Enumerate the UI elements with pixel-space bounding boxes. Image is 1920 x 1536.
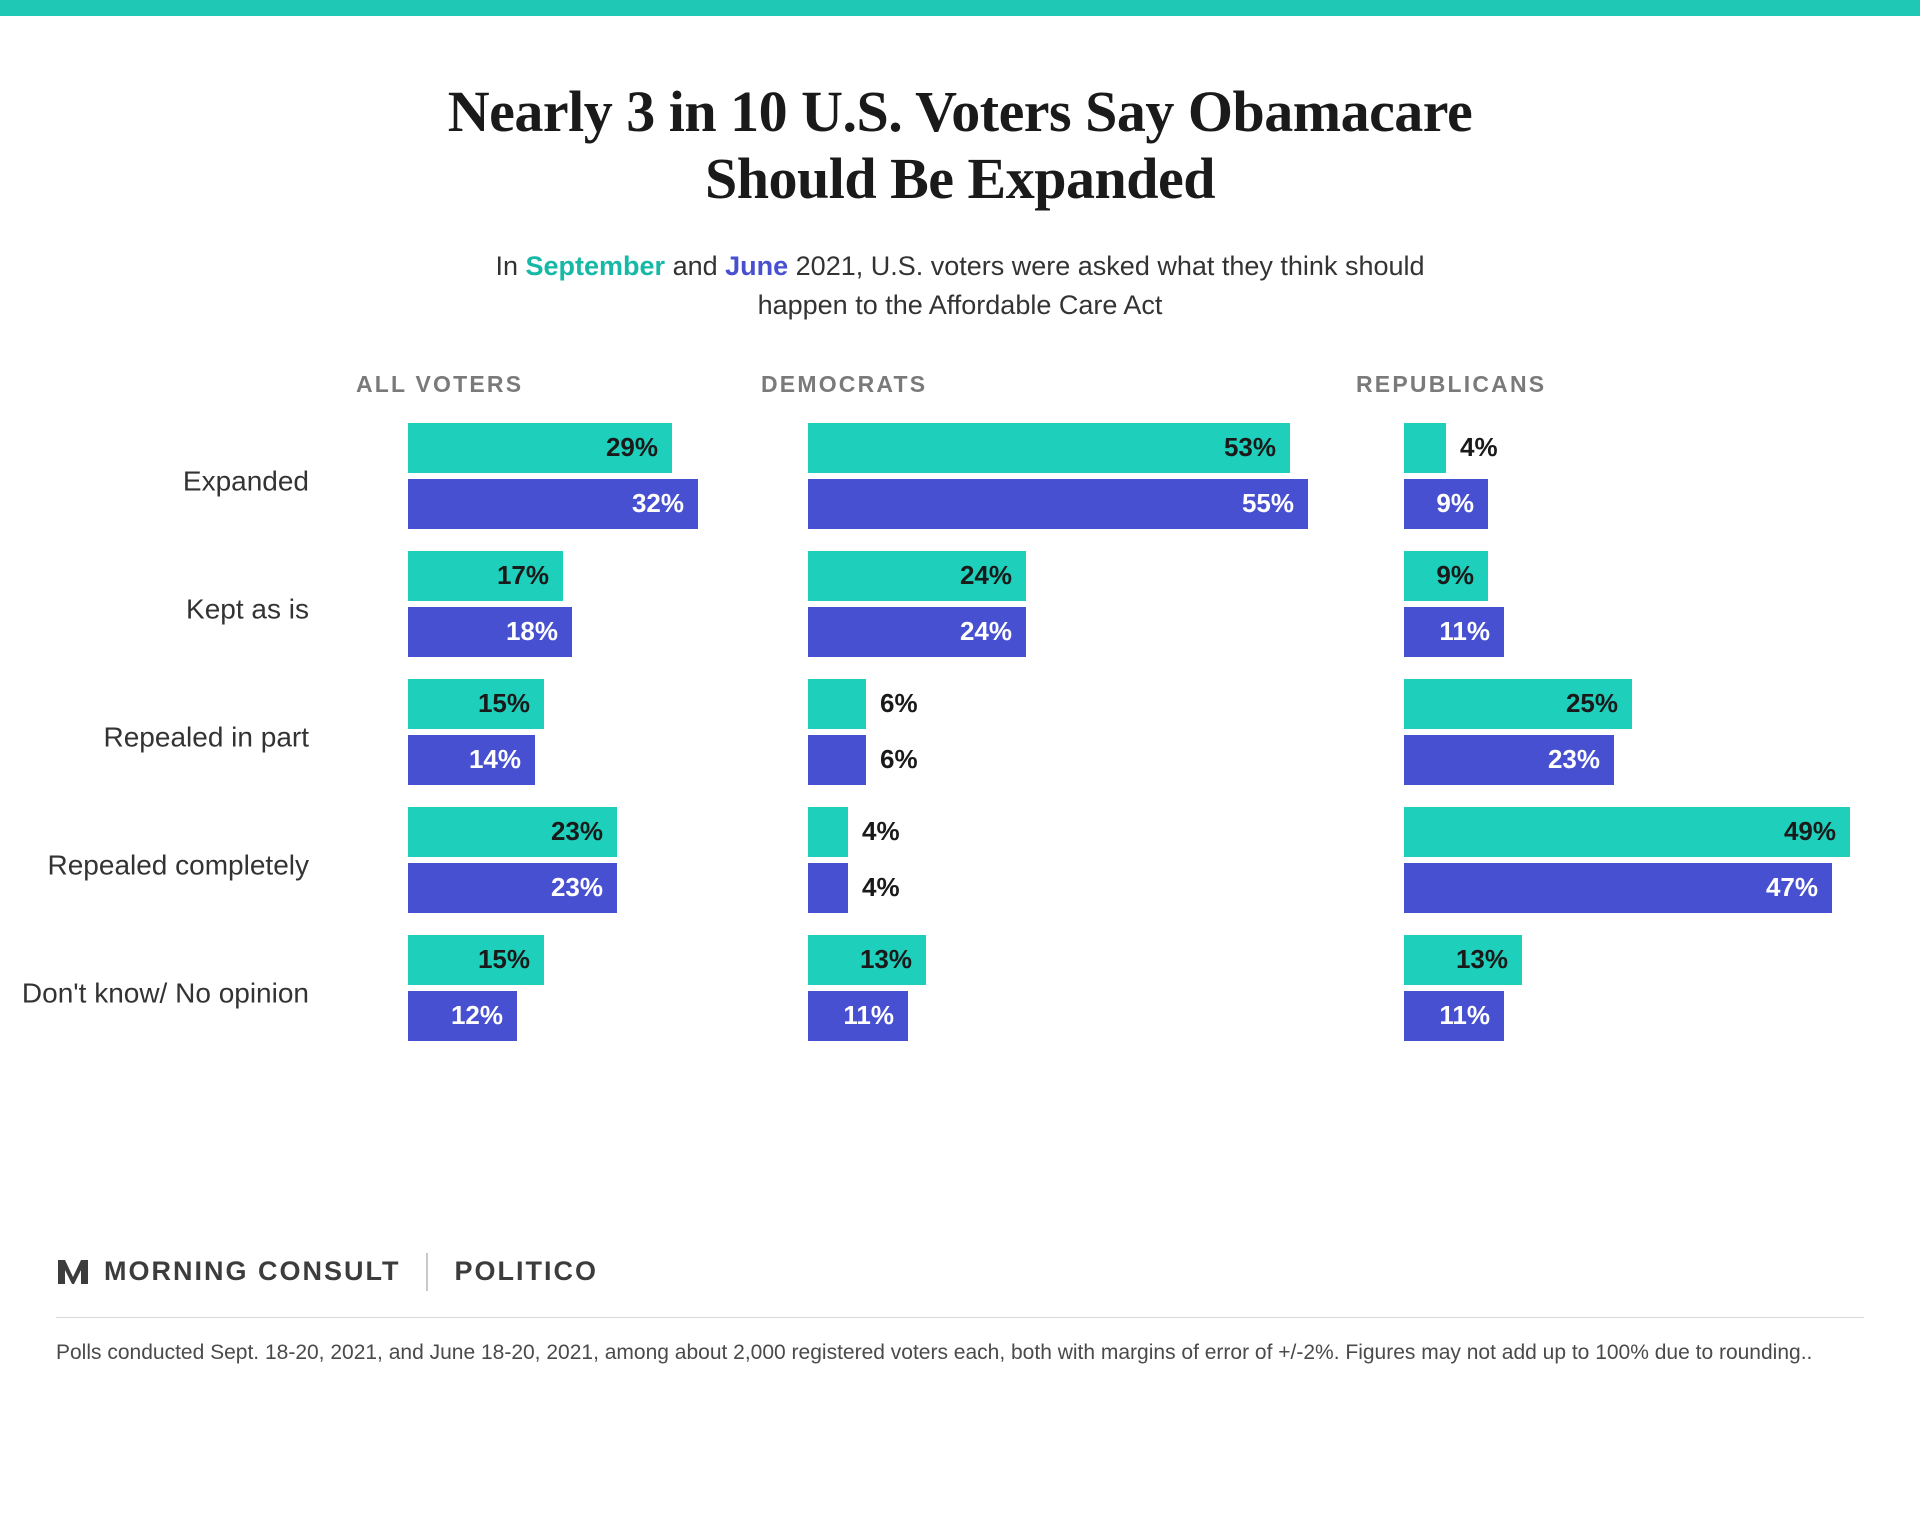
bar-republicans-june: [1404, 991, 1504, 1041]
bar-value: 9%: [1436, 488, 1474, 519]
group-header-democrats: DEMOCRATS: [761, 370, 928, 397]
bar-value: 53%: [1223, 432, 1276, 463]
bar-value: 13%: [859, 944, 912, 975]
bar-republicans-june: [1404, 607, 1504, 657]
bar-all-voters-june: [408, 607, 572, 657]
bar-value: 25%: [1565, 688, 1618, 719]
bar-value: 29%: [605, 432, 658, 463]
bar-all-voters-june: [408, 991, 517, 1041]
bar-democrats-june: [808, 479, 1308, 529]
bar-value: 6%: [880, 744, 918, 775]
bar-all-voters-september: [408, 935, 544, 985]
bar-value: 6%: [880, 688, 918, 719]
brand-row: [56, 1253, 1864, 1291]
bar-republicans-june: [1404, 863, 1832, 913]
bar-all-voters-june: [408, 863, 617, 913]
bar-value: 15%: [477, 944, 530, 975]
morning-consult-mark-icon: [56, 1257, 90, 1287]
bar-value: 49%: [1783, 816, 1836, 847]
table-row: [47, 801, 1864, 929]
bar-democrats-june: [808, 991, 908, 1041]
bar-chart: [21, 370, 1864, 1231]
bar-republicans-september: [1404, 679, 1632, 729]
bar-value: 24%: [959, 616, 1012, 647]
bar-value: 24%: [959, 560, 1012, 591]
page-subtitle: [450, 247, 1470, 325]
legend-june: June: [725, 250, 789, 281]
table-row: [21, 929, 1864, 1057]
bar-all-voters-june: [408, 479, 698, 529]
bar-value: 23%: [1547, 744, 1600, 775]
politico-wordmark: POLITICO: [454, 1256, 598, 1287]
bar-democrats-september: [808, 679, 918, 729]
bar-all-voters-september: [408, 551, 563, 601]
bar-value: 11%: [1439, 1000, 1490, 1031]
bar-republicans-september: [1404, 935, 1522, 985]
bar-value: 47%: [1765, 872, 1818, 903]
row-label-repealed-in-part: Repealed in part: [103, 721, 309, 753]
bar-value: 13%: [1455, 944, 1508, 975]
table-row: [56, 673, 1864, 801]
chart-page: [0, 78, 1920, 1231]
bar-democrats-june: [808, 863, 900, 913]
morning-consult-wordmark: MORNING CONSULT: [104, 1256, 401, 1287]
bar-democrats-june: [808, 735, 918, 785]
subtitle-text-2: and: [665, 250, 726, 281]
group-header-republicans: REPUBLICANS: [1356, 370, 1547, 397]
bar-all-voters-september: [408, 423, 672, 473]
bar-republicans-september: [1404, 423, 1498, 473]
bar-all-voters-june: [408, 735, 535, 785]
bar-value: 17%: [496, 560, 549, 591]
bar-value: 23%: [550, 872, 603, 903]
group-header-all-voters: ALL VOTERS: [356, 370, 524, 397]
bar-republicans-june: [1404, 479, 1488, 529]
bar-value: 23%: [550, 816, 603, 847]
bar-value: 12%: [450, 1000, 503, 1031]
methodology-note: Polls conducted Sept. 18-20, 2021, and June 18-20, 2021, among about 2,000 registered voters each, both with margins of error of +/-2%. Figures may not add up to 100% due to rounding..: [56, 1340, 1813, 1364]
bar-democrats-september: [808, 935, 926, 985]
bar-value: 18%: [505, 616, 558, 647]
brand-divider: [426, 1253, 428, 1291]
bar-value: 4%: [862, 872, 900, 903]
bar-value: 32%: [631, 488, 684, 519]
group-headers: [56, 371, 1864, 405]
table-row: [56, 545, 1864, 673]
bar-democrats-september: [808, 807, 900, 857]
bar-democrats-september: [808, 551, 1026, 601]
top-accent-bar: [0, 0, 1920, 16]
bar-republicans-september: [1404, 807, 1850, 857]
row-label-kept-as-is: Kept as is: [186, 593, 309, 625]
bar-republicans-june: [1404, 735, 1614, 785]
bar-value: 55%: [1241, 488, 1294, 519]
row-label-line-1: Don't know/ No opinion: [21, 977, 309, 1009]
subtitle-text-1: In: [495, 250, 526, 281]
morning-consult-logo: [56, 1256, 400, 1287]
bar-all-voters-september: [408, 679, 544, 729]
bar-value: 9%: [1436, 560, 1474, 591]
bar-value: 4%: [1460, 432, 1498, 463]
row-label-expanded: Expanded: [182, 465, 309, 497]
bar-democrats-june: [808, 607, 1026, 657]
table-row: [56, 417, 1864, 545]
page-title: Nearly 3 in 10 U.S. Voters Say Obamacare Should Be Expanded: [447, 79, 1473, 212]
bar-value: 11%: [843, 1000, 894, 1031]
chart-footer: [0, 1253, 1920, 1368]
legend-september: September: [525, 250, 666, 281]
bar-republicans-september: [1404, 551, 1488, 601]
row-label-dont-know: [0, 975, 309, 1010]
chart-rows: [21, 417, 1864, 1057]
subtitle-text-3: 2021, U.S. voters were asked what they think should happen to the Affordable Care Act: [757, 250, 1425, 320]
bar-all-voters-september: [408, 807, 617, 857]
bar-value: 11%: [1439, 616, 1490, 647]
bar-value: 4%: [862, 816, 900, 847]
bar-value: 15%: [477, 688, 530, 719]
row-label-repealed-completely: Repealed completely: [47, 849, 309, 881]
bar-democrats-september: [808, 423, 1290, 473]
footer-divider: [56, 1317, 1864, 1318]
bar-value: 14%: [468, 744, 521, 775]
